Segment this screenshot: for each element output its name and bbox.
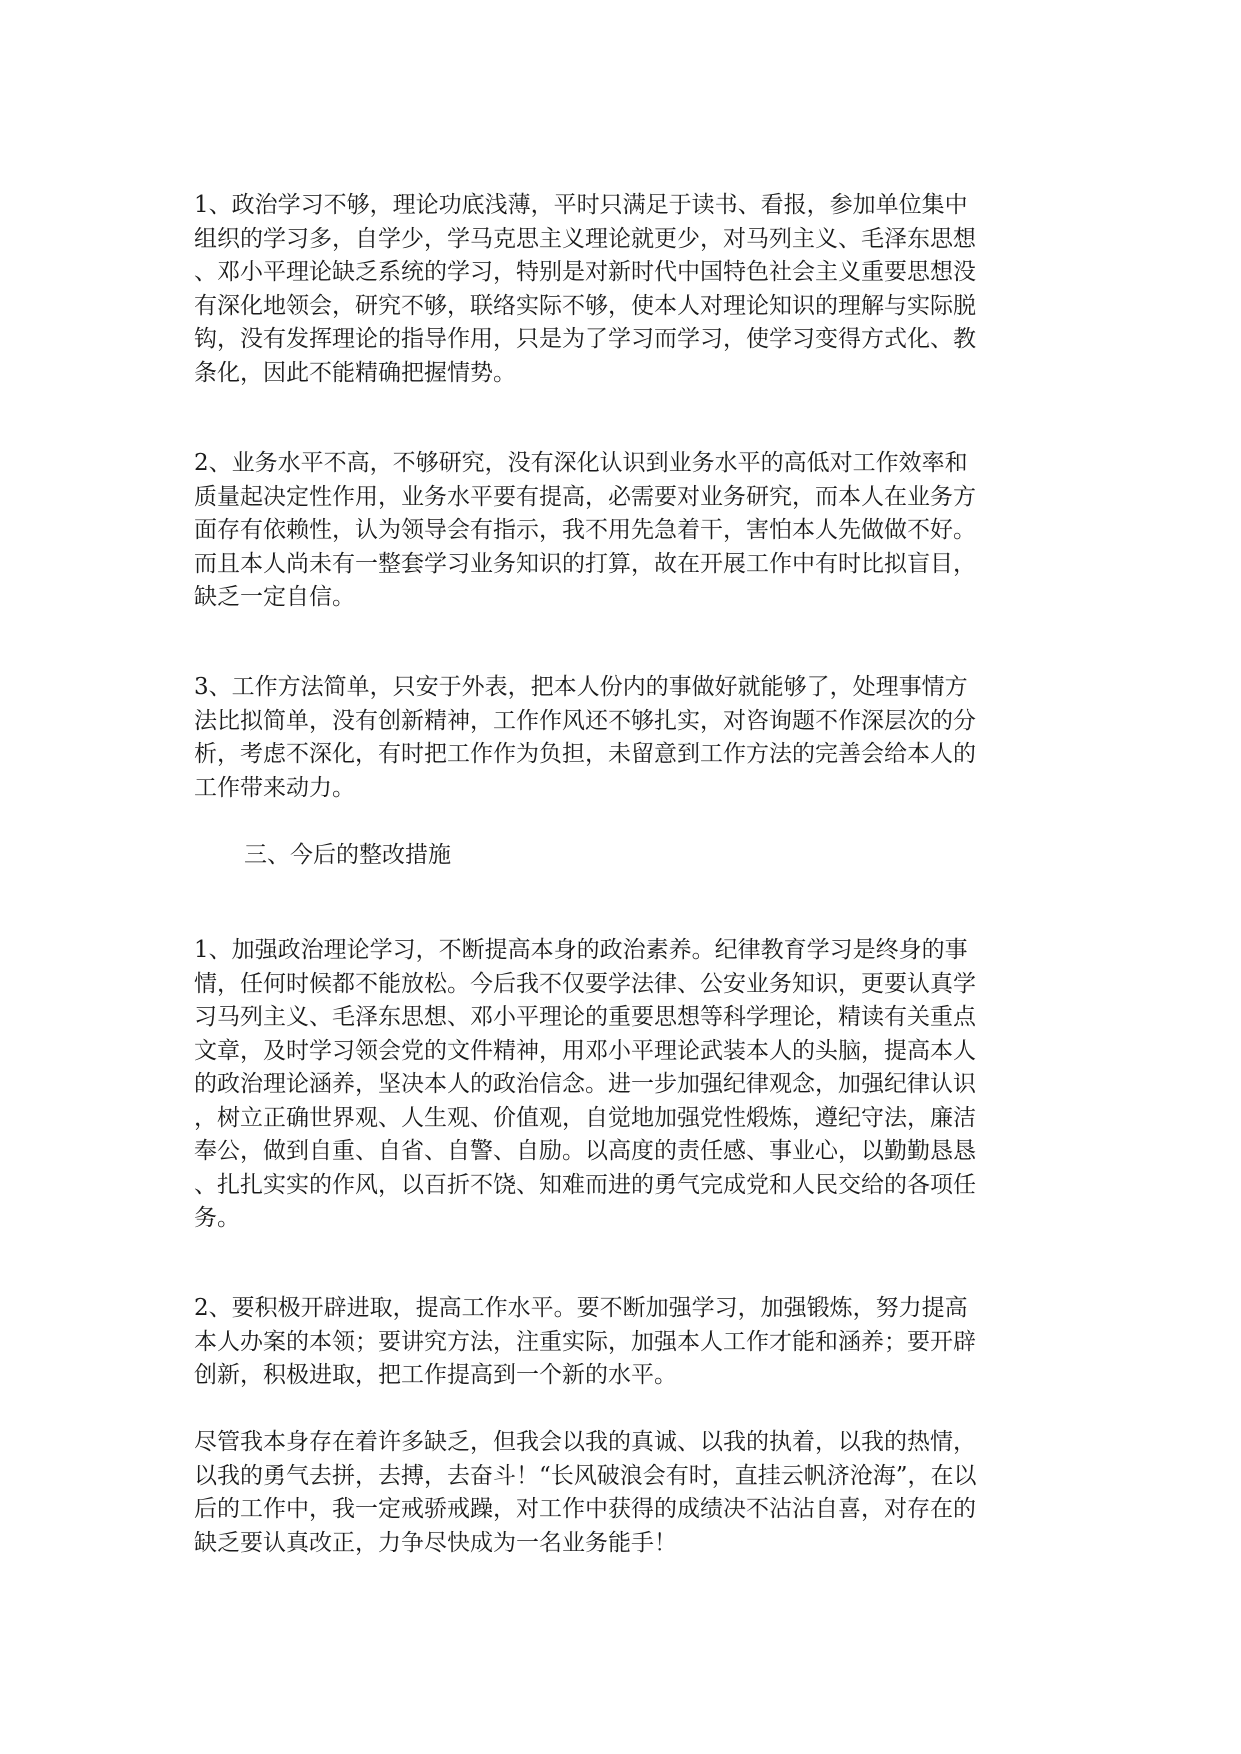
text-line: 钩，没有发挥理论的指导作用，只是为了学习而学习，使学习变得方式化、教: [194, 326, 976, 352]
text-line: 工作带来动力。: [194, 774, 355, 801]
text-line: 条化，因此不能精确把握情势。: [194, 359, 516, 386]
text-line: 法比拟简单，没有创新精神，工作作风还不够扎实，对咨询题不作深层次的分: [194, 707, 976, 734]
text-line: 后的工作中，我一定戒骄戒躁，对工作中获得的成绩决不沾沾自喜，对存在的: [194, 1496, 976, 1522]
text-line: 奉公，做到自重、自省、自警、自励。以高度的责任感、事业心，以勤勤恳恳: [194, 1138, 976, 1164]
text-line: 质量起决定性作用，业务水平要有提高，必需要对业务研究，而本人在业务方: [194, 483, 976, 510]
paragraph-business-level: [194, 447, 1054, 615]
paragraph-political-study: [194, 189, 1054, 390]
text-line: 以我的勇气去拼，去搏，去奋斗！“长风破浪会有时，直挂云帆济沧海”，在以: [194, 1462, 977, 1489]
paragraph-strengthen-theory: [194, 934, 1054, 1236]
text-line: 、邓小平理论缺乏系统的学习，特别是对新时代中国特色社会主义重要思想没: [194, 259, 976, 285]
text-line: 2、业务水平不高，不够研究，没有深化认识到业务水平的高低对工作效率和: [194, 450, 968, 476]
text-line: 组织的学习多，自学少，学马克思主义理论就更少，对马列主义、毛泽东思想: [194, 225, 976, 252]
paragraph-improve-work: [194, 1292, 1054, 1393]
text-line: 2、要积极开辟进取，提高工作水平。要不断加强学习，加强锻炼，努力提高: [194, 1295, 968, 1321]
section-heading: [244, 839, 1104, 873]
heading-text: 三、今后的整改措施: [244, 842, 451, 868]
text-line: 而且本人尚未有一整套学习业务知识的打算，故在开展工作中有时比拟盲目，: [194, 550, 976, 577]
paragraph-work-method: [194, 671, 1054, 805]
paragraph-conclusion: [194, 1426, 1054, 1560]
text-line: 面存有依赖性，认为领导会有指示，我不用先急着干，害怕本人先做做不好。: [194, 517, 976, 543]
text-line: 有深化地领会，研究不够，联络实际不够，使本人对理论知识的理解与实际脱: [194, 292, 976, 319]
text-line: 析，考虑不深化，有时把工作作为负担，未留意到工作方法的完善会给本人的: [194, 741, 976, 767]
text-line: 3、工作方法简单，只安于外表，把本人份内的事做好就能够了，处理事情方: [194, 674, 968, 700]
text-line: 、扎扎实实的作风，以百折不饶、知难而进的勇气完成党和人民交给的各项任: [194, 1171, 976, 1198]
text-line: 的政治理论涵养，坚决本人的政治信念。进一步加强纪律观念，加强纪律认识: [194, 1071, 976, 1097]
text-line: 务。: [194, 1205, 240, 1231]
text-line: 创新，积极进取，把工作提高到一个新的水平。: [194, 1362, 677, 1388]
text-line: 习马列主义、毛泽东思想、邓小平理论的重要思想等科学理论，精读有关重点: [194, 1004, 976, 1030]
text-line: 1、加强政治理论学习，不断提高本身的政治素养。纪律教育学习是终身的事: [194, 937, 968, 963]
text-line: 文章，及时学习领会党的文件精神，用邓小平理论武装本人的头脑，提高本人: [194, 1037, 976, 1064]
text-line: 1、政治学习不够，理论功底浅薄，平时只满足于读书、看报，参加单位集中: [194, 192, 968, 218]
text-line: 本人办案的本领；要讲究方法，注重实际，加强本人工作才能和涵养；要开辟: [194, 1328, 976, 1355]
text-line: ，树立正确世界观、人生观、价值观，自觉地加强党性煅炼，遵纪守法，廉洁: [194, 1104, 976, 1131]
text-line: 情，任何时候都不能放松。今后我不仅要学法律、公安业务知识，更要认真学: [194, 970, 976, 997]
text-line: 缺乏一定自信。: [194, 584, 355, 610]
text-line: 尽管我本身存在着许多缺乏，但我会以我的真诚、以我的执着，以我的热情，: [194, 1429, 976, 1455]
text-line: 缺乏要认真改正，力争尽快成为一名业务能手！: [194, 1529, 677, 1556]
